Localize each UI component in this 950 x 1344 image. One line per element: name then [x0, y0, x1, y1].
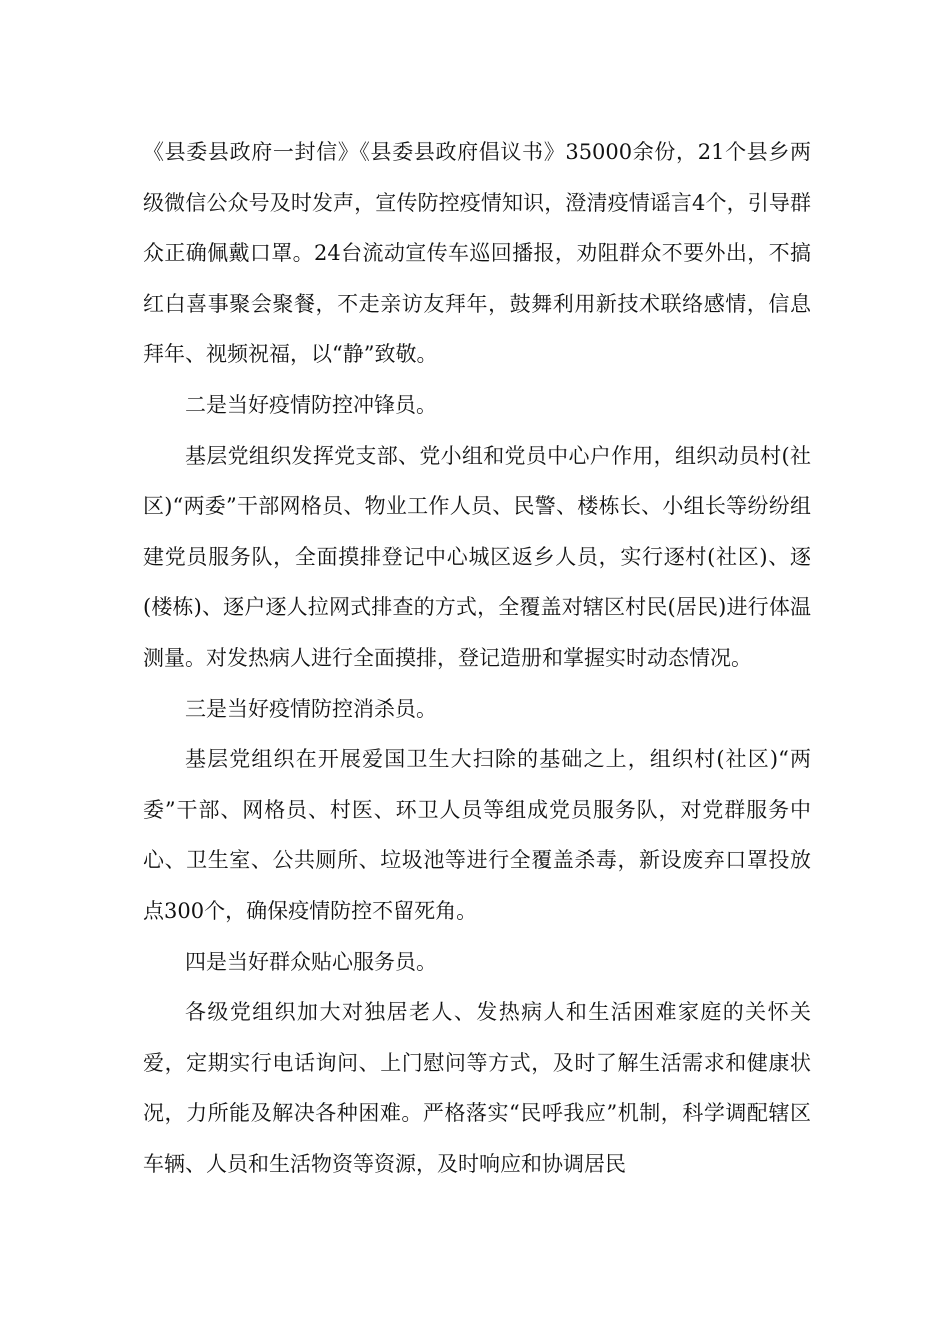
paragraph-body: 基层党组织在开展爱国卫生大扫除的基础之上，组织村(社区)“两委”干部、网格员、村医、环卫人员等组成党员服务队，对党群服务中心、卫生室、公共厕所、垃圾池等进行全覆盖杀毒，新设废弃口罩投放点300个，确保疫情防控不留死角。: [143, 747, 811, 923]
section-heading-two: 二是当好疫情防控冲锋员。: [185, 392, 437, 417]
section-heading-four: 四是当好群众贴心服务员。: [185, 949, 437, 974]
paragraph-body: 基层党组织发挥党支部、党小组和党员中心户作用，组织动员村(社区)“两委”干部网格员、物业工作人员、民警、楼栋长、小组长等纷纷组建党员服务队，全面摸排登记中心城区返乡人员，实行逐村(社区)、逐(楼栋)、逐户逐人拉网式排查的方式，全覆盖对辖区村民(居民)进行体温测量。对发热病人进行全面摸排，登记造册和掌握实时动态情况。: [143, 443, 811, 670]
paragraph-continuation: 《县委县政府一封信》《县委县政府倡议书》35000余份，21个县乡两级微信公众号及时发声，宣传防控疫情知识，澄清疫情谣言4个，引导群众正确佩戴口罩。24台流动宣传车巡回播报，劝阻群众不要外出，不搞红白喜事聚会聚餐，不走亲访友拜年，鼓舞利用新技术联络感情，信息拜年、视频祝福，以“静”致敬。: [143, 140, 811, 367]
section-heading-three: 三是当好疫情防控消杀员。: [185, 696, 437, 721]
paragraph-body: 各级党组织加大对独居老人、发热病人和生活困难家庭的关怀关爱，定期实行电话询问、上门慰问等方式，及时了解生活需求和健康状况，力所能及解决各种困难。严格落实“民呼我应”机制，科学调配辖区车辆、人员和生活物资等资源，及时响应和协调居民: [143, 1000, 811, 1176]
document-page: [143, 127, 811, 1189]
